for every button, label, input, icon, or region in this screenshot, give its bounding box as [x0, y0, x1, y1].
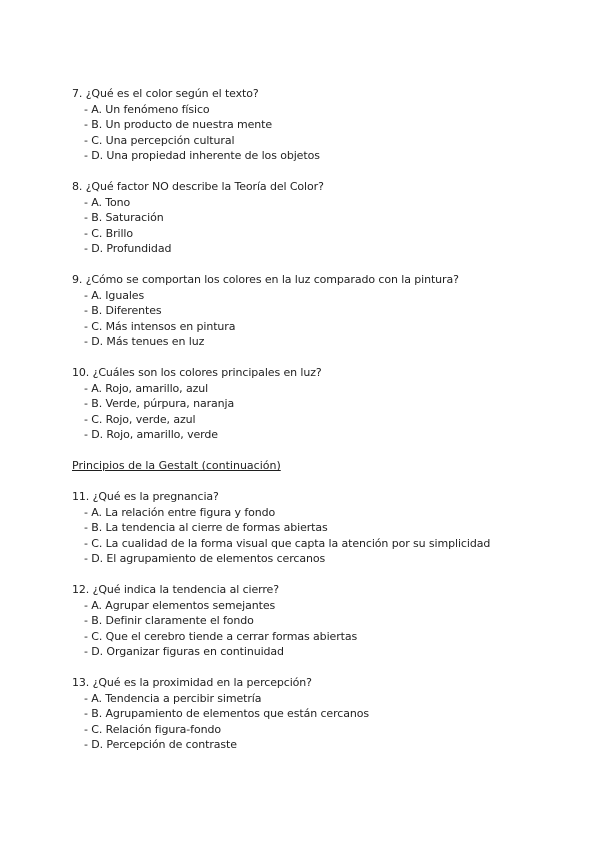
option-b: - B. Agrupamiento de elementos que están cercanos: [84, 707, 369, 720]
option-d: - D. El agrupamiento de elementos cercanos: [84, 552, 326, 565]
option-d: - D. Organizar figuras en continuidad: [84, 645, 284, 658]
option-c: - C. Más intensos en pintura: [84, 319, 236, 333]
question-block-8: [72, 179, 572, 257]
question-text: 9. ¿Cómo se comportan los colores en la luz comparado con la pintura?: [72, 273, 459, 286]
question-block-12: [72, 582, 572, 660]
option-c: - C. Rojo, verde, azul: [84, 412, 196, 426]
question-text: 13. ¿Qué es la proximidad en la percepción?: [72, 676, 312, 689]
question-block-11: [72, 489, 572, 567]
option-a: - A. La relación entre figura y fondo: [84, 505, 276, 519]
question-text: 11. ¿Qué es la pregnancia?: [72, 490, 219, 503]
option-c: - C. Relación figura-fondo: [84, 722, 221, 736]
option-d: - D. Profundidad: [84, 242, 172, 255]
option-b: - B. Verde, púrpura, naranja: [84, 397, 235, 410]
option-c: - C. Una percepción cultural: [84, 133, 235, 147]
question-text: 7. ¿Qué es el color según el texto?: [72, 87, 259, 100]
question-block-9: [72, 272, 572, 350]
question-block-7: [72, 86, 572, 164]
option-d: - D. Una propiedad inherente de los objetos: [84, 149, 320, 162]
document-page: [72, 86, 572, 768]
question-block-13: [72, 675, 572, 753]
question-block-10: [72, 365, 572, 443]
option-c: - C. Brillo: [84, 226, 134, 240]
option-a: - A. Agrupar elementos semejantes: [84, 598, 276, 612]
question-text: 12. ¿Qué indica la tendencia al cierre?: [72, 583, 279, 596]
option-b: - B. Un producto de nuestra mente: [84, 118, 273, 131]
option-a: - A. Rojo, amarillo, azul: [84, 381, 209, 395]
option-d: - D. Percepción de contraste: [84, 738, 237, 751]
section-title: Principios de la Gestalt (continuación): [72, 459, 281, 472]
option-a: - A. Tono: [84, 195, 131, 209]
option-c: - C. Que el cerebro tiende a cerrar formas abiertas: [84, 629, 358, 643]
option-b: - B. Saturación: [84, 211, 164, 224]
option-d: - D. Más tenues en luz: [84, 335, 205, 348]
option-b: - B. Definir claramente el fondo: [84, 614, 254, 627]
option-a: - A. Un fenómeno físico: [84, 102, 210, 116]
question-text: 10. ¿Cuáles son los colores principales en luz?: [72, 366, 322, 379]
option-c: - C. La cualidad de la forma visual que capta la atención por su simplicidad: [84, 536, 491, 550]
option-b: - B. Diferentes: [84, 304, 162, 317]
question-text: 8. ¿Qué factor NO describe la Teoría del Color?: [72, 180, 324, 193]
option-a: - A. Tendencia a percibir simetría: [84, 691, 262, 705]
option-b: - B. La tendencia al cierre de formas abiertas: [84, 521, 328, 534]
option-a: - A. Iguales: [84, 288, 145, 302]
option-d: - D. Rojo, amarillo, verde: [84, 428, 218, 441]
